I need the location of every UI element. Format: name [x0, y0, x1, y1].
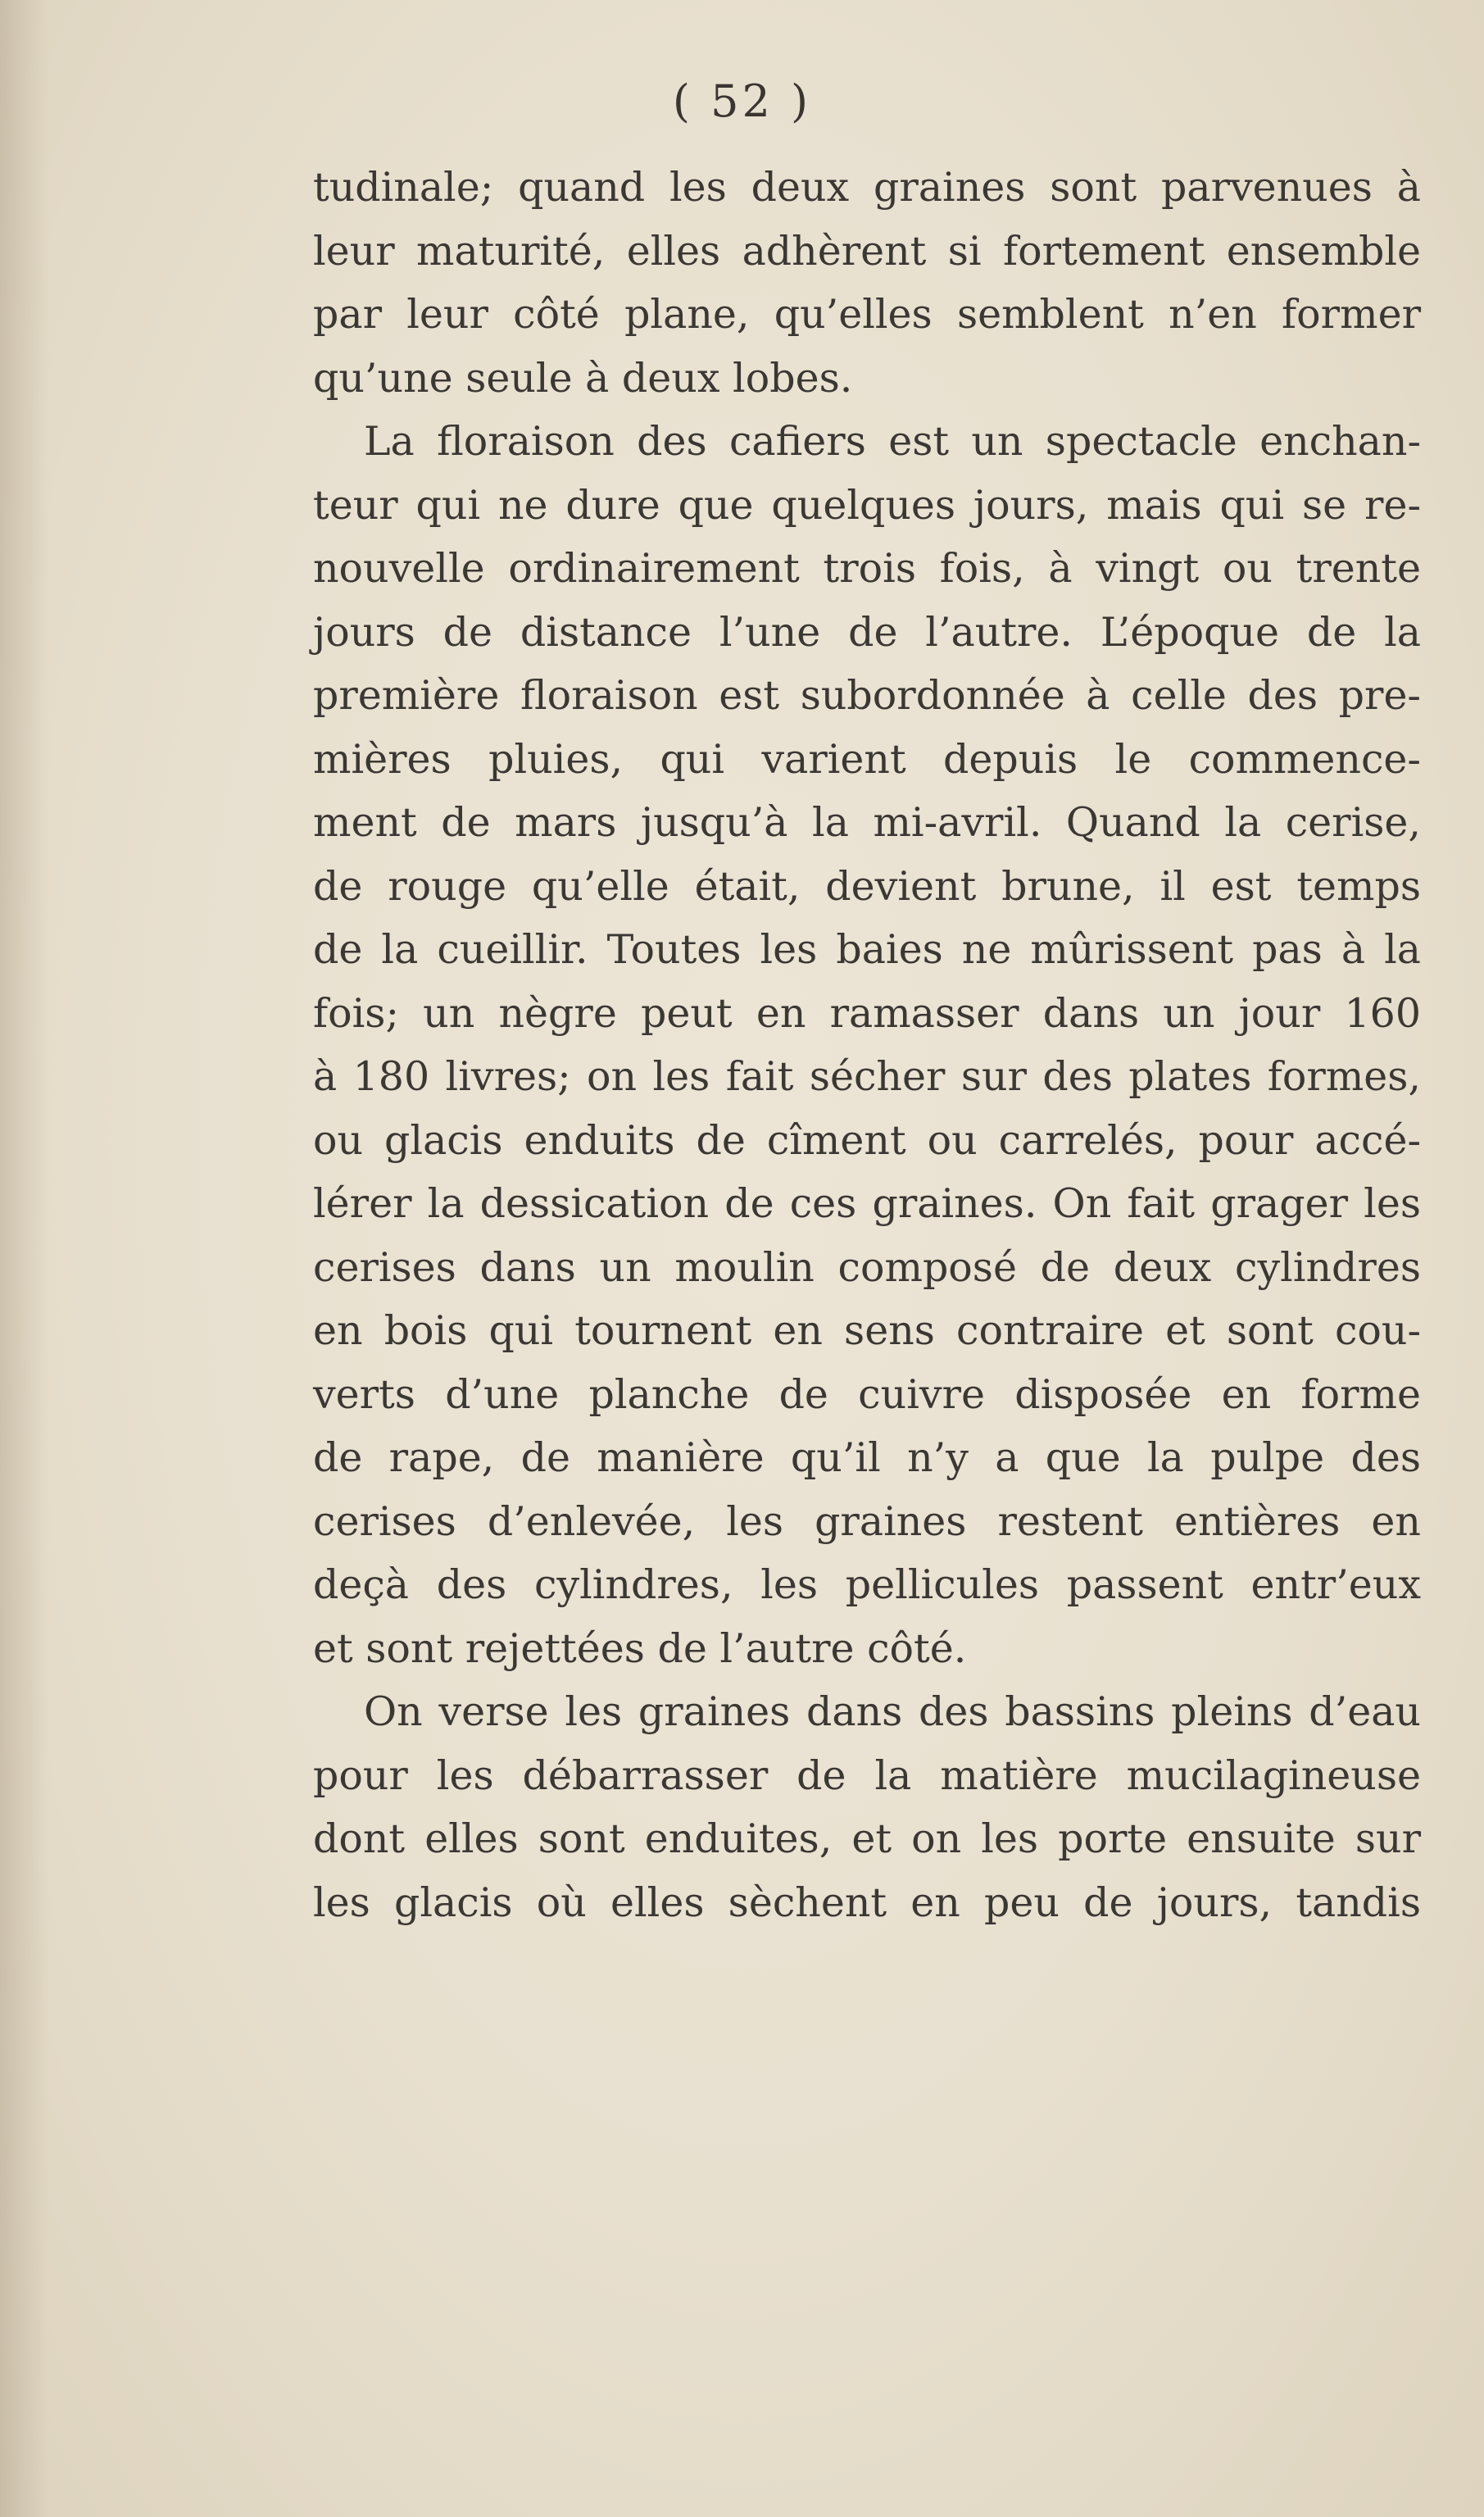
text-line: tudinale; quand les deux graines sont parvenues à	[313, 164, 1421, 211]
paragraph-start-line: La floraison des cafiers est un spectacle enchan-	[364, 418, 1421, 465]
text-line: et sont rejettées de l’autre côté.	[313, 1624, 967, 1672]
page-number: ( 52 )	[672, 75, 812, 127]
page-fold-shadow	[0, 0, 49, 2517]
text-line: dont elles sont enduites, et on les porte ensuite sur	[313, 1815, 1421, 1862]
text-line: deçà des cylindres, les pellicules passent entr’eux	[313, 1561, 1421, 1608]
text-line: cerises d’enlevée, les graines restent entières en	[313, 1497, 1421, 1545]
text-line: fois; un nègre peut en ramasser dans un jour 160	[313, 989, 1421, 1037]
text-line: jours de distance l’une de l’autre. L’époque de la	[313, 608, 1421, 656]
text-line: verts d’une planche de cuivre disposée en forme	[313, 1370, 1421, 1418]
text-line: leur maturité, elles adhèrent si fortement ensemble	[313, 227, 1421, 275]
text-line: lérer la dessication de ces graines. On fait grager les	[313, 1180, 1421, 1227]
text-line: ment de mars jusqu’à la mi-avril. Quand la cerise,	[313, 799, 1421, 846]
text-line: par leur côté plane, qu’elles semblent n’en former	[313, 291, 1421, 338]
text-line: qu’une seule à deux lobes.	[313, 354, 853, 402]
text-line: teur qui ne dure que quelques jours, mais qui se re-	[313, 481, 1421, 529]
text-line: cerises dans un moulin composé de deux cylindres	[313, 1243, 1421, 1291]
text-line: les glacis où elles sèchent en peu de jours, tandis	[313, 1879, 1421, 1926]
paragraph-start-line: On verse les graines dans des bassins pleins d’eau	[364, 1688, 1421, 1735]
text-line: première floraison est subordonnée à celle des pre-	[313, 672, 1421, 719]
text-line: ou glacis enduits de cîment ou carrelés, pour accé-	[313, 1116, 1421, 1164]
text-line: de rouge qu’elle était, devient brune, il est temps	[313, 862, 1421, 910]
text-line: à 180 livres; on les fait sécher sur des plates formes,	[313, 1053, 1421, 1100]
text-line: de la cueillir. Toutes les baies ne mûrissent pas à la	[313, 926, 1421, 973]
text-line: en bois qui tournent en sens contraire et sont cou-	[313, 1307, 1421, 1354]
text-line: de rape, de manière qu’il n’y a que la pulpe des	[313, 1434, 1421, 1481]
text-line: pour les débarrasser de la matière mucilagineuse	[313, 1751, 1421, 1799]
text-line: nouvelle ordinairement trois fois, à vingt ou trente	[313, 545, 1421, 592]
text-line: mières pluies, qui varient depuis le commence-	[313, 735, 1421, 783]
body-text	[313, 156, 1421, 1934]
